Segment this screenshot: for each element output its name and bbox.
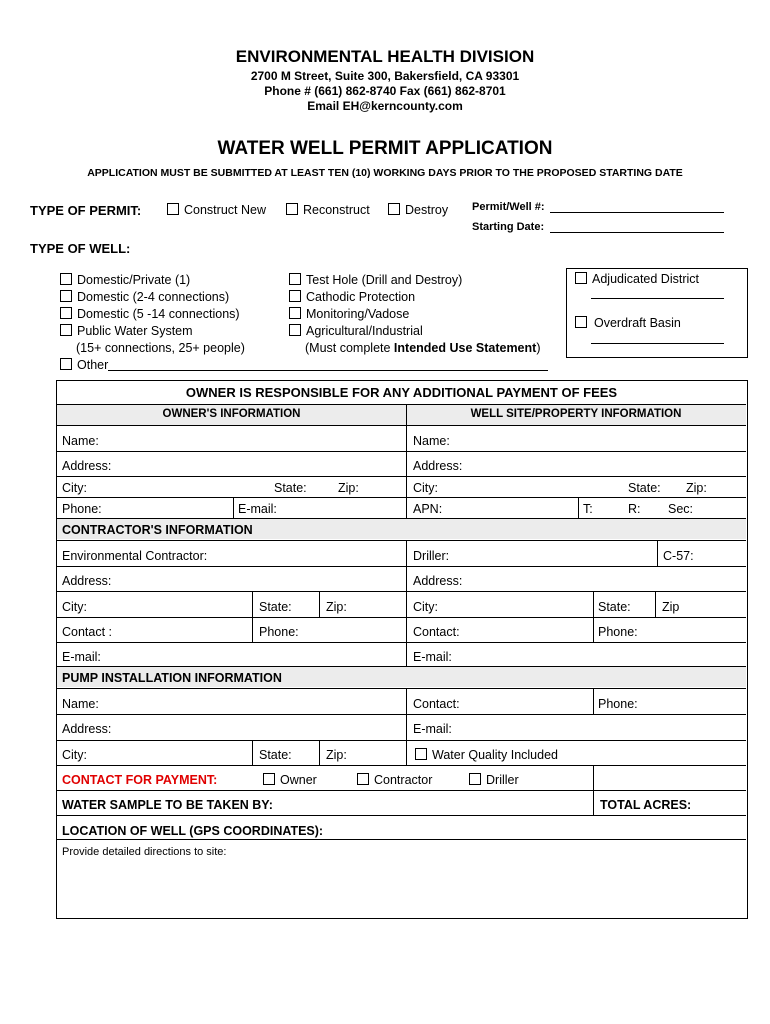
rule bbox=[57, 518, 746, 519]
col-divider bbox=[593, 688, 594, 714]
col-divider bbox=[406, 688, 407, 765]
option-label: Domestic/Private (1) bbox=[77, 273, 191, 287]
contractor-phone-label[interactable]: Phone: bbox=[259, 625, 299, 639]
option-label: Other bbox=[77, 358, 109, 372]
well-cathodic[interactable] bbox=[289, 290, 415, 304]
owner-state-label[interactable]: State: bbox=[274, 481, 307, 495]
owner-header: OWNER'S INFORMATION bbox=[162, 408, 301, 420]
well-test-hole[interactable] bbox=[289, 273, 462, 287]
env-contractor-label[interactable]: Environmental Contractor: bbox=[62, 549, 208, 563]
driller-zip-label[interactable]: Zip bbox=[662, 600, 680, 614]
col-divider bbox=[233, 497, 234, 518]
other-field[interactable] bbox=[108, 359, 548, 371]
well-agricultural[interactable] bbox=[289, 324, 423, 338]
checkbox[interactable] bbox=[60, 307, 72, 319]
permit-reconstruct[interactable] bbox=[286, 203, 370, 217]
option-label: Test Hole (Drill and Destroy) bbox=[306, 273, 463, 287]
intended-use-note bbox=[305, 341, 540, 355]
form-title: WATER WELL PERMIT APPLICATION bbox=[217, 138, 553, 159]
checkbox[interactable] bbox=[415, 748, 427, 760]
rule bbox=[57, 688, 746, 689]
starting-date-label: Starting Date: bbox=[472, 221, 545, 233]
pump-state-label[interactable]: State: bbox=[259, 748, 292, 762]
site-name-label[interactable]: Name: bbox=[413, 434, 450, 448]
option-label: Domestic (5 -14 connections) bbox=[77, 307, 240, 321]
directions-label[interactable]: Provide detailed directions to site: bbox=[62, 846, 227, 858]
payment-contractor[interactable] bbox=[357, 773, 432, 787]
rule bbox=[57, 617, 746, 618]
district-line[interactable] bbox=[591, 298, 724, 299]
pump-header: PUMP INSTALLATION INFORMATION bbox=[62, 671, 282, 685]
option-label: Domestic (2-4 connections) bbox=[77, 290, 230, 304]
checkbox[interactable] bbox=[289, 307, 301, 319]
contractor-city-label[interactable]: City: bbox=[62, 600, 87, 614]
site-state-label[interactable]: State: bbox=[628, 481, 661, 495]
driller-contact-label[interactable]: Contact: bbox=[413, 625, 460, 639]
rule bbox=[57, 839, 746, 840]
rule bbox=[57, 451, 746, 452]
note-prefix: (Must complete bbox=[305, 341, 394, 355]
permit-construct-new[interactable] bbox=[167, 203, 266, 217]
starting-date-field[interactable] bbox=[550, 221, 724, 233]
c57-label[interactable]: C-57: bbox=[663, 549, 694, 563]
col-divider bbox=[319, 591, 320, 617]
option-label: Water Quality Included bbox=[432, 748, 558, 762]
fees-notice: OWNER IS RESPONSIBLE FOR ANY ADDITIONAL PAYMENT OF FEES bbox=[185, 385, 618, 400]
public-water-note: (15+ connections, 25+ people) bbox=[76, 341, 245, 355]
well-domestic-2-4[interactable] bbox=[60, 290, 229, 304]
site-address-label[interactable]: Address: bbox=[413, 459, 463, 473]
col-divider bbox=[252, 740, 253, 765]
option-label: Agricultural/Industrial bbox=[306, 324, 423, 338]
option-label: Public Water System bbox=[77, 324, 193, 338]
water-sample-label[interactable]: WATER SAMPLE TO BE TAKEN BY: bbox=[62, 798, 273, 812]
driller-phone-label[interactable]: Phone: bbox=[598, 625, 638, 639]
driller-label[interactable]: Driller: bbox=[413, 549, 450, 563]
site-header: WELL SITE/PROPERTY INFORMATION bbox=[470, 408, 682, 420]
checkbox[interactable] bbox=[469, 773, 481, 785]
rule bbox=[57, 425, 746, 426]
option-label: Owner bbox=[280, 773, 317, 787]
rule bbox=[57, 540, 746, 541]
checkbox[interactable] bbox=[357, 773, 369, 785]
checkbox[interactable] bbox=[388, 203, 400, 215]
water-quality-option[interactable] bbox=[415, 748, 558, 762]
checkbox[interactable] bbox=[289, 324, 301, 336]
col-divider bbox=[593, 765, 594, 815]
checkbox[interactable] bbox=[167, 203, 179, 215]
col-divider bbox=[406, 404, 407, 518]
checkbox[interactable] bbox=[575, 272, 587, 284]
contractor-email-label[interactable]: E-mail: bbox=[62, 650, 101, 664]
rule bbox=[57, 404, 746, 405]
rule bbox=[57, 591, 746, 592]
gps-location-label[interactable]: LOCATION OF WELL (GPS COORDINATES): bbox=[62, 824, 324, 838]
driller-state-label[interactable]: State: bbox=[598, 600, 631, 614]
rule bbox=[57, 476, 746, 477]
total-acres-label[interactable]: TOTAL ACRES: bbox=[600, 798, 692, 812]
rule bbox=[57, 815, 746, 816]
pump-address-label[interactable]: Address: bbox=[62, 722, 112, 736]
pump-contact-label[interactable]: Contact: bbox=[413, 697, 460, 711]
well-domestic-private[interactable] bbox=[60, 273, 190, 287]
checkbox[interactable] bbox=[60, 290, 72, 302]
rule bbox=[57, 497, 746, 498]
payment-driller[interactable] bbox=[469, 773, 519, 787]
option-label: Adjudicated District bbox=[592, 272, 699, 286]
well-monitoring[interactable] bbox=[289, 307, 409, 321]
well-public-water[interactable] bbox=[60, 324, 193, 338]
owner-zip-label[interactable]: Zip: bbox=[338, 481, 359, 495]
site-zip-label[interactable]: Zip: bbox=[686, 481, 707, 495]
well-type-label: TYPE OF WELL: bbox=[30, 241, 131, 256]
checkbox[interactable] bbox=[289, 273, 301, 285]
col-divider bbox=[593, 591, 594, 642]
note-bold: Intended Use Statement bbox=[393, 341, 537, 355]
checkbox[interactable] bbox=[575, 316, 587, 328]
contractor-address-label[interactable]: Address: bbox=[62, 574, 112, 588]
agency-title: ENVIRONMENTAL HEALTH DIVISION bbox=[235, 47, 535, 66]
submission-notice: APPLICATION MUST BE SUBMITTED AT LEAST TEN (10) WORKING DAYS PRIOR TO THE PROPOSED STARTING DATE bbox=[87, 167, 683, 179]
rule bbox=[57, 642, 746, 643]
col-divider bbox=[578, 497, 579, 518]
owner-phone-label[interactable]: Phone: bbox=[62, 502, 102, 516]
permit-type-label: TYPE OF PERMIT: bbox=[30, 203, 142, 218]
apn-label[interactable]: APN: bbox=[413, 502, 443, 516]
option-label: Reconstruct bbox=[303, 203, 370, 217]
rule bbox=[57, 790, 746, 791]
pump-phone-label[interactable]: Phone: bbox=[598, 697, 638, 711]
contractor-contact-label[interactable]: Contact : bbox=[62, 625, 113, 639]
pump-name-label[interactable]: Name: bbox=[62, 697, 99, 711]
rule bbox=[57, 740, 746, 741]
contact-payment-label: CONTACT FOR PAYMENT: bbox=[62, 773, 218, 787]
owner-email-label[interactable]: E-mail: bbox=[238, 502, 277, 516]
site-city-label[interactable]: City: bbox=[413, 481, 438, 495]
agency-email: Email EH@kerncounty.com bbox=[307, 99, 463, 113]
agency-phone-fax: Phone # (661) 862-8740 Fax (661) 862-8701 bbox=[264, 84, 506, 98]
owner-address-label[interactable]: Address: bbox=[62, 459, 112, 473]
agency-address: 2700 M Street, Suite 300, Bakersfield, CA 93301 bbox=[250, 69, 520, 83]
permit-number-field[interactable] bbox=[550, 201, 724, 213]
pump-city-label[interactable]: City: bbox=[62, 748, 87, 762]
checkbox[interactable] bbox=[263, 773, 275, 785]
option-label: Driller bbox=[486, 773, 519, 787]
contractor-state-label[interactable]: State: bbox=[259, 600, 292, 614]
option-label: Construct New bbox=[184, 203, 266, 217]
col-divider bbox=[657, 540, 658, 566]
col-divider bbox=[252, 591, 253, 642]
driller-city-label[interactable]: City: bbox=[413, 600, 438, 614]
well-other[interactable] bbox=[60, 358, 548, 372]
checkbox[interactable] bbox=[60, 358, 72, 370]
rule bbox=[57, 765, 746, 766]
permit-destroy[interactable] bbox=[388, 203, 448, 217]
permit-number-label: Permit/Well #: bbox=[472, 201, 545, 213]
col-divider bbox=[655, 591, 656, 617]
col-divider bbox=[319, 740, 320, 765]
pump-zip-label[interactable]: Zip: bbox=[326, 748, 347, 762]
rule bbox=[57, 714, 746, 715]
adjudicated-district[interactable] bbox=[575, 272, 699, 286]
checkbox[interactable] bbox=[60, 324, 72, 336]
note-suffix: ) bbox=[536, 341, 541, 355]
contractor-zip-label[interactable]: Zip: bbox=[326, 600, 347, 614]
option-label: Cathodic Protection bbox=[306, 290, 416, 304]
option-label: Contractor bbox=[374, 773, 433, 787]
driller-email-label[interactable]: E-mail: bbox=[413, 650, 452, 664]
overdraft-line[interactable] bbox=[591, 343, 724, 344]
col-divider bbox=[406, 540, 407, 666]
driller-address-label[interactable]: Address: bbox=[413, 574, 463, 588]
checkbox[interactable] bbox=[289, 290, 301, 302]
overdraft-basin[interactable] bbox=[575, 316, 681, 330]
contractor-header: CONTRACTOR'S INFORMATION bbox=[62, 523, 253, 537]
well-domestic-5-14[interactable] bbox=[60, 307, 240, 321]
rule bbox=[57, 566, 746, 567]
owner-city-label[interactable]: City: bbox=[62, 481, 87, 495]
section-label[interactable]: Sec: bbox=[668, 502, 694, 516]
option-label: Destroy bbox=[405, 203, 449, 217]
checkbox[interactable] bbox=[286, 203, 298, 215]
owner-name-label[interactable]: Name: bbox=[62, 434, 99, 448]
option-label: Overdraft Basin bbox=[594, 316, 681, 330]
township-label[interactable]: T: bbox=[583, 502, 593, 516]
range-label[interactable]: R: bbox=[628, 502, 641, 516]
checkbox[interactable] bbox=[60, 273, 72, 285]
payment-owner[interactable] bbox=[263, 773, 317, 787]
option-label: Monitoring/Vadose bbox=[306, 307, 410, 321]
pump-email-label[interactable]: E-mail: bbox=[413, 722, 452, 736]
rule bbox=[57, 666, 746, 667]
